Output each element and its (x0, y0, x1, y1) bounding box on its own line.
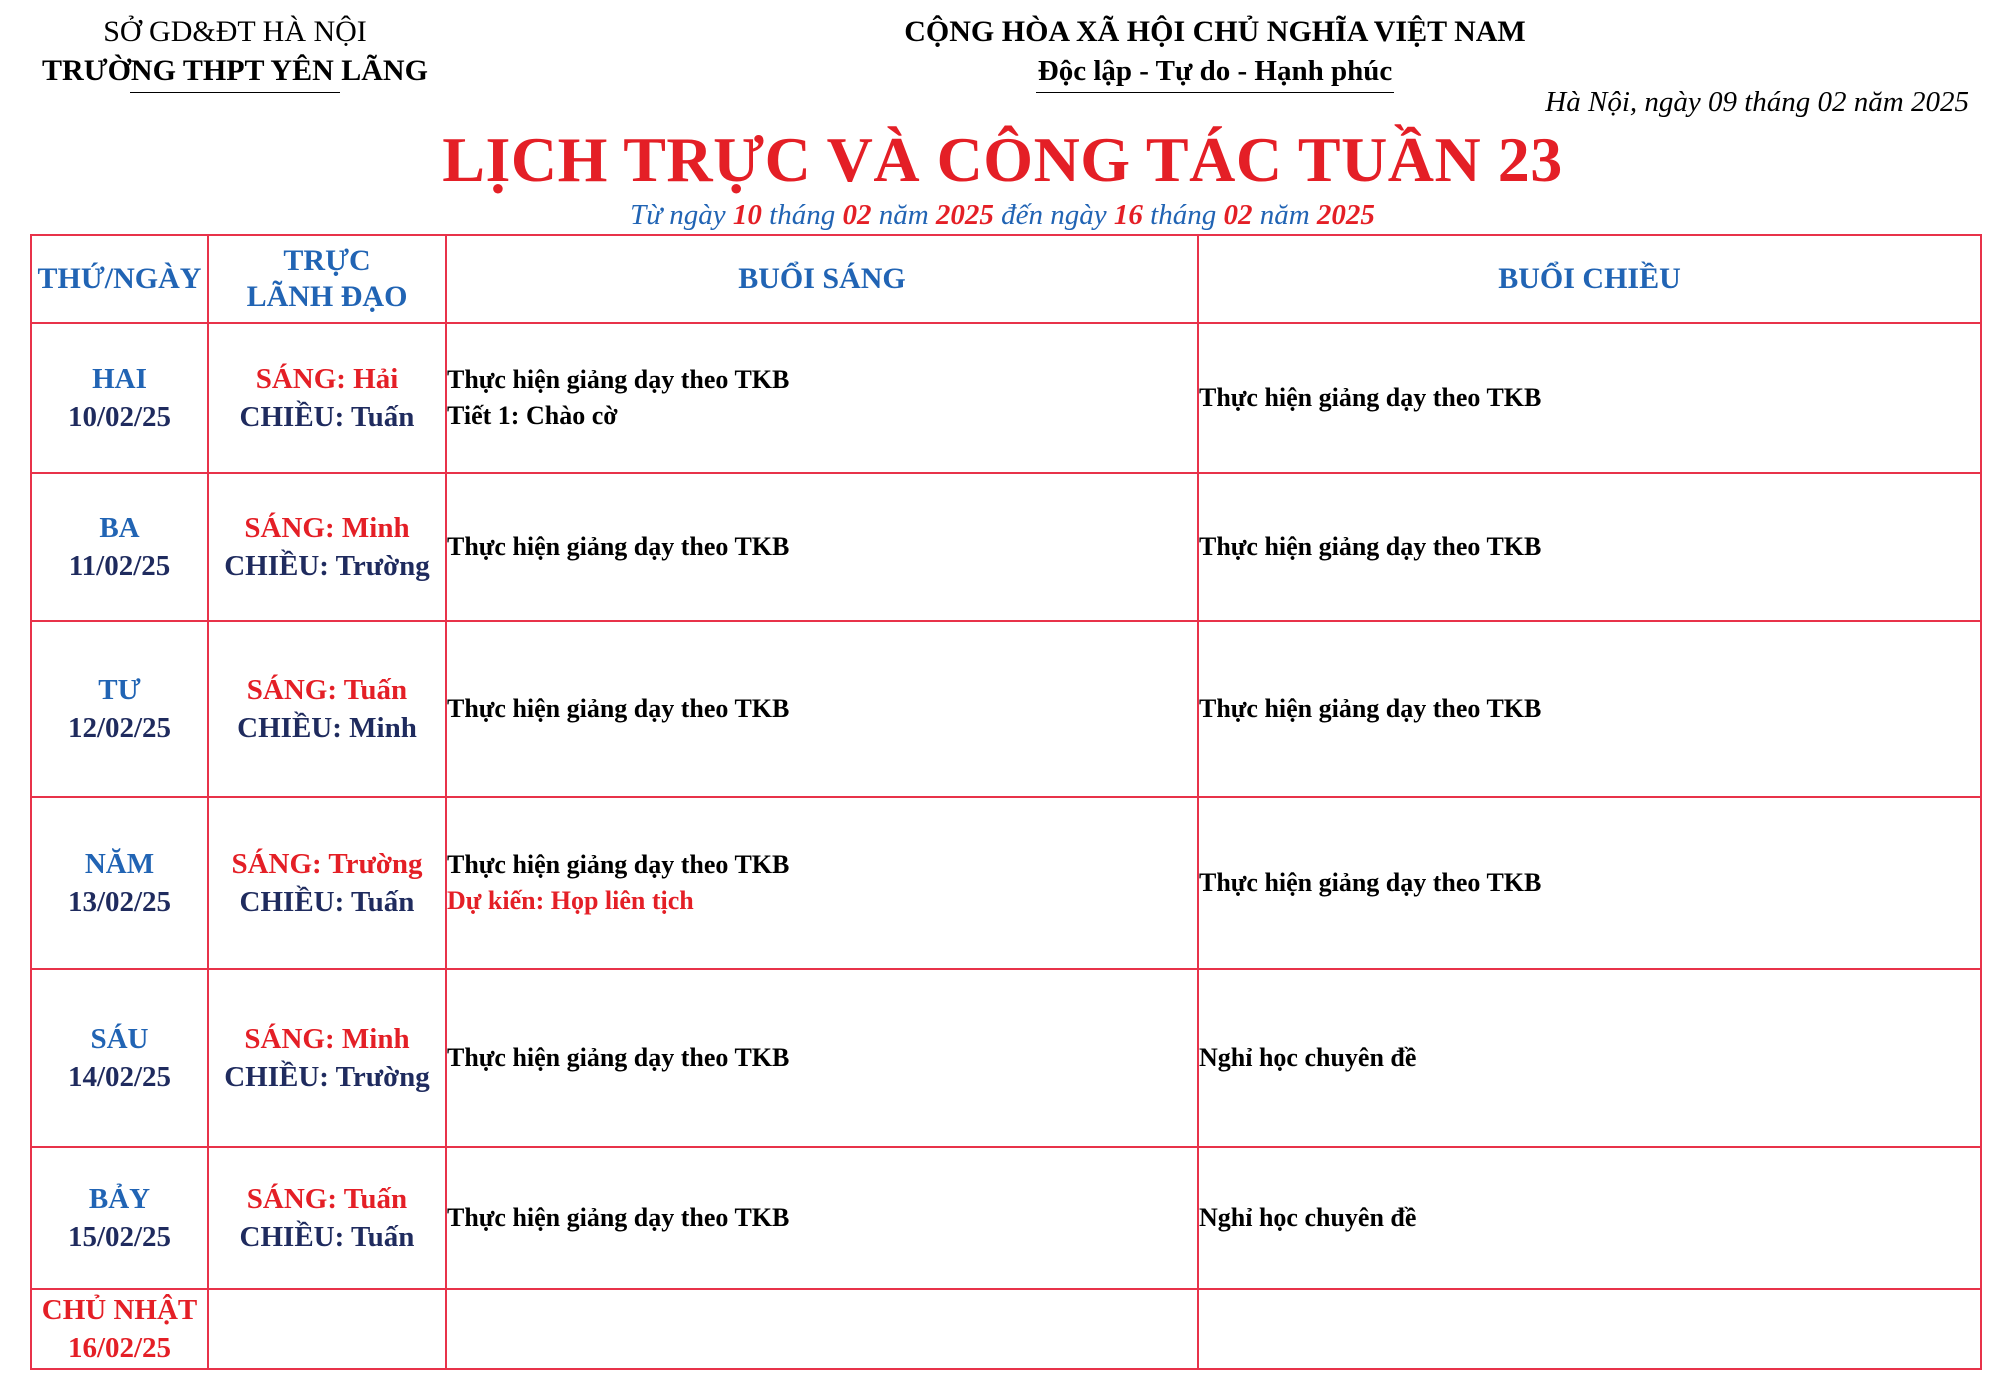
leader-cell (208, 1289, 446, 1369)
table-row (31, 1147, 1981, 1289)
national-name: CỘNG HÒA XÃ HỘI CHỦ NGHĨA VIỆT NAM (904, 15, 1526, 48)
day-cell (31, 1147, 208, 1289)
afternoon-cell (1198, 323, 1981, 473)
leader-afternoon: CHIỀU: Trường (224, 1061, 430, 1093)
morning-task: Thực hiện giảng dạy theo TKB (447, 850, 790, 879)
morning-cell (446, 1147, 1198, 1289)
afternoon-task: Nghỉ học chuyên đề (1199, 1203, 1417, 1232)
school-underline (130, 92, 340, 93)
leader-cell (208, 797, 446, 969)
afternoon-task: Thực hiện giảng dạy theo TKB (1199, 383, 1542, 412)
leader-cell (208, 473, 446, 621)
afternoon-cell (1198, 797, 1981, 969)
day-cell (31, 797, 208, 969)
header-leader-line: LÃNH ĐẠO (246, 280, 408, 313)
day-name: BA (99, 512, 140, 544)
morning-cell (446, 1289, 1198, 1369)
morning-task: Thực hiện giảng dạy theo TKB (447, 532, 790, 561)
morning-task: Dự kiến: Họp liên tịch (447, 886, 694, 915)
header-leader-line: TRỰC (283, 244, 371, 277)
schedule-table (30, 234, 1982, 1370)
leader-morning: SÁNG: Hải (255, 363, 399, 395)
table-row (31, 473, 1981, 621)
afternoon-cell (1198, 1289, 1981, 1369)
place-date: Hà Nội, ngày 09 tháng 02 năm 2025 (1545, 86, 1969, 118)
day-cell (31, 473, 208, 621)
day-date: 10/02/25 (67, 401, 172, 433)
morning-cell (446, 797, 1198, 969)
day-date: 13/02/25 (67, 886, 172, 918)
morning-task: Thực hiện giảng dạy theo TKB (447, 1203, 790, 1232)
day-name: NĂM (84, 848, 155, 880)
range-number: 10 (732, 199, 762, 231)
day-name: SÁU (90, 1023, 149, 1055)
afternoon-cell (1198, 1147, 1981, 1289)
day-name: HAI (92, 363, 147, 395)
table-row (31, 323, 1981, 473)
leader-cell (208, 621, 446, 797)
afternoon-cell (1198, 969, 1981, 1147)
range-word: đến ngày (1001, 199, 1107, 231)
leader-afternoon: CHIỀU: Tuấn (239, 886, 415, 918)
table-row (31, 797, 1981, 969)
header-row (31, 235, 1981, 323)
department-name: SỞ GD&ĐT HÀ NỘI (103, 15, 367, 48)
morning-cell (446, 473, 1198, 621)
agency-header (30, 12, 440, 93)
header-day: THỨ/NGÀY (31, 235, 208, 323)
header-morning: BUỔI SÁNG (446, 235, 1198, 323)
date-range (0, 196, 2005, 234)
leader-cell (208, 969, 446, 1147)
range-word: tháng (1150, 199, 1217, 231)
morning-cell (446, 621, 1198, 797)
day-cell (31, 969, 208, 1147)
range-number: 16 (1113, 199, 1143, 231)
header-afternoon: BUỔI CHIỀU (1198, 235, 1981, 323)
day-date: 12/02/25 (67, 712, 172, 744)
range-word: Từ ngày (630, 199, 726, 231)
afternoon-task: Thực hiện giảng dạy theo TKB (1199, 868, 1542, 897)
range-number: 02 (842, 199, 872, 231)
leader-morning: SÁNG: Trường (231, 848, 423, 880)
leader-morning: SÁNG: Tuấn (246, 674, 408, 706)
morning-task: Tiết 1: Chào cờ (447, 401, 618, 430)
header-leader (208, 235, 446, 323)
day-date: 16/02/25 (67, 1332, 172, 1364)
afternoon-cell (1198, 621, 1981, 797)
leader-cell (208, 323, 446, 473)
day-cell (31, 621, 208, 797)
day-date: 15/02/25 (67, 1221, 172, 1253)
range-word: năm (878, 199, 929, 231)
leader-morning: SÁNG: Tuấn (246, 1183, 408, 1215)
schedule-body (31, 323, 1981, 1369)
morning-task: Thực hiện giảng dạy theo TKB (447, 365, 790, 394)
leader-morning: SÁNG: Minh (244, 1023, 410, 1055)
school-name: TRƯỜNG THPT YÊN LÃNG (42, 54, 428, 87)
table-row (31, 621, 1981, 797)
table-row (31, 1289, 1981, 1369)
range-number: 2025 (935, 199, 994, 231)
day-cell (31, 1289, 208, 1369)
morning-task: Thực hiện giảng dạy theo TKB (447, 1043, 790, 1072)
morning-cell (446, 323, 1198, 473)
leader-afternoon: CHIỀU: Trường (224, 550, 430, 582)
day-date: 11/02/25 (68, 550, 171, 582)
national-motto: Độc lập - Tự do - Hạnh phúc (1036, 52, 1395, 93)
table-row (31, 969, 1981, 1147)
morning-cell (446, 969, 1198, 1147)
document-title: LỊCH TRỰC VÀ CÔNG TÁC TUẦN 23 (442, 124, 1563, 195)
range-number: 02 (1223, 199, 1253, 231)
range-number: 2025 (1316, 199, 1375, 231)
morning-task: Thực hiện giảng dạy theo TKB (447, 694, 790, 723)
day-name: BẢY (88, 1183, 151, 1215)
day-date: 14/02/25 (67, 1061, 172, 1093)
leader-afternoon: CHIỀU: Tuấn (239, 401, 415, 433)
day-cell (31, 323, 208, 473)
afternoon-task: Thực hiện giảng dạy theo TKB (1199, 694, 1542, 723)
leader-afternoon: CHIỀU: Tuấn (239, 1221, 415, 1253)
national-header (820, 12, 1610, 93)
range-word: tháng (769, 199, 836, 231)
day-name: TƯ (98, 674, 141, 706)
afternoon-task: Nghỉ học chuyên đề (1199, 1043, 1417, 1072)
leader-cell (208, 1147, 446, 1289)
afternoon-cell (1198, 473, 1981, 621)
range-word: năm (1259, 199, 1310, 231)
afternoon-task: Thực hiện giảng dạy theo TKB (1199, 532, 1542, 561)
leader-morning: SÁNG: Minh (244, 512, 410, 544)
leader-afternoon: CHIỀU: Minh (237, 712, 417, 744)
day-name: CHỦ NHẬT (41, 1294, 198, 1326)
